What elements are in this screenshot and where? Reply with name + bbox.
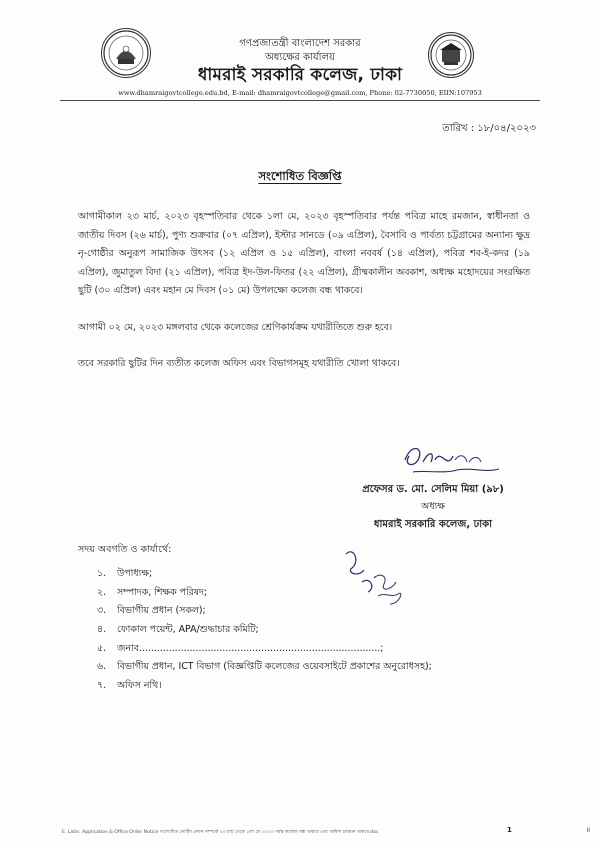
page-number: 1 [507, 826, 512, 834]
cc-list [97, 565, 517, 696]
cc-heading: সদয় অবগতি ও কার্যার্থে: [78, 544, 172, 555]
govt-seal-icon [101, 28, 151, 78]
footer-mark: ॥ [586, 826, 591, 834]
cc-list-item: ৬. বিভাগীয় প্রধান, ICT বিভাগ (বিজ্ঞপ্তিটি কলেজের ওয়েবসাইটে প্রকাশের অনুরোধসহ); [97, 661, 432, 673]
contact-line: www.dhamraigovtcollege.edu.bd, E-mail: dhamraigovtcollege@gmail.com, Phone: 02-7730050, EIIN:107953 [118, 89, 482, 97]
body-paragraph-1: আগামীকাল ২৩ মার্চ, ২০২৩ বৃহস্পতিবার থেকে ১লা মে, ২০২৩ বৃহস্পতিবার পর্যন্ত পবিত্র মাহে রমজান, স্বাধীনতা ও জাতীয় দিবস (২৬ মার্চ), পুণ্য শুক্রবার (০৭ এপ্রিল), ইস্টার সানডে (০৯ এপ্রিল), বৈসাবি ও পার্বত্য চট্টগ্রামের অন্যান্য ক্ষুদ্র নৃ-গোষ্ঠীর অনুরূপ সামাজিক উৎসব (১২ এপ্রিল ও ১৫ এপ্রিল), বাংলা নববর্ষ (১৪ এপ্রিল), পবিত্র শব-ই-কদর (১৯ এপ্রিল), জুমাতুল বিদা (২১ এপ্রিল), পবিত্র ইদ-উল-ফিতর (২২ এপ্রিল), গ্রীষ্মকালীন অবকাশ, অধ্যক্ষ মহোদয়ের সংরক্ষিত ছুটি (৩০ এপ্রিল) এবং মহান মে দিবস (০১ মে) উপলক্ষ্যে কলেজ বন্ধ থাকবে। [78, 211, 530, 296]
cc-list-item: ৪. ফোকাল পয়েন্ট, APA/শুদ্ধাচার কমিটি; [97, 624, 259, 636]
signatory-college: ধামরাই সরকারি কলেজ, ঢাকা [373, 519, 493, 530]
office-line: অধ্যক্ষের কার্যালয় [265, 52, 335, 63]
cc-list-item: ১. উপাধ্যক্ষ; [97, 568, 153, 579]
header-divider [60, 100, 540, 101]
notice-title [0, 168, 600, 187]
footer-file-note: E. Latin. Application & Office Order Notice সংশোধিত নোটিশ প্রদান সম্পর্কে ২৩ মার্চ থেকে ১লা মে ২০২৩ পর্যন্ত কলেজ বন্ধ থাকবে এবং অফিস চলমান থাকবে.doc [62, 830, 379, 835]
government-line: গণপ্রজাতন্ত্রী বাংলাদেশ সরকার [239, 38, 361, 49]
cc-list-item: ৭. অফিস নথি। [97, 680, 162, 692]
college-title: ধামরাই সরকারি কলেজ, ঢাকা [197, 65, 403, 85]
cc-list-item: ৫. জনাব.................................................................................; [97, 642, 384, 654]
cc-list-item: ৩. বিভাগীয় প্রধান (সকল); [97, 605, 206, 617]
signatory-role: অধ্যক্ষ [420, 501, 445, 512]
cc-list-item: ২. সম্পাদক, শিক্ষক পরিষদ; [97, 586, 208, 598]
notice-title-text: সংশোধিত বিজ্ঞপ্তি [258, 169, 342, 183]
signatory-name: প্রফেসর ড. মো. সেলিম মিয়া (৯৮) [362, 484, 504, 495]
body-paragraph-2: আগামী ০২ মে, ২০২৩ মঙ্গলবার থেকে কলেজের শ্রেণিকার্যক্রম যথারীতিতে শুরু হবে। [78, 322, 393, 333]
signature-icon [395, 440, 505, 482]
notice-date: তারিখ : ১৮/০৪/২০২৩ [442, 123, 536, 134]
body-paragraph-3: তবে সরকারি ছুটির দিন ব্যতীত কলেজ অফিস এবং বিভাগসমূহ যথারীতি খোলা থাকবে। [78, 358, 400, 369]
